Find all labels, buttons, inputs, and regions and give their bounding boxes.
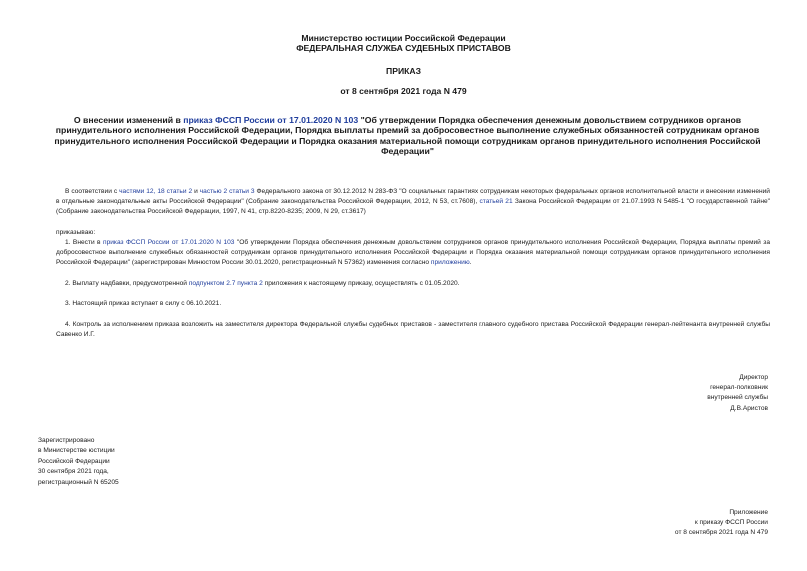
- signature-name: Д.В.Аристов: [730, 404, 768, 412]
- registration-line-5: регистрационный N 65205: [38, 478, 119, 486]
- item1-text-2: "Об утверждении Порядка обеспечения денежным довольствием сотрудников органов принудительного исполнения Российской Федерации, Порядка выплаты премий за добросовестное выполнение служебных обязанностей сотрудникам органов принудительного исполнения Российской Федерации и Порядка оказания материальной помощи сотрудникам органов принудительного исполнения Российской Федерации" (зарегистрирован Минюстом России 30.01.2020, регистрационный N 57362) изменения согласно: [56, 239, 770, 267]
- title-order-link[interactable]: приказ ФССП России от 17.01.2020 N 103: [183, 115, 359, 125]
- item1-order-link[interactable]: приказ ФССП России от 17.01.2020 N 103: [103, 239, 235, 246]
- appendix-block: [675, 508, 768, 539]
- order-word: приказываю:: [56, 229, 96, 236]
- signature-position-3: внутренней службы: [707, 394, 768, 402]
- item-3-paragraph: 3. Настоящий приказ вступает в силу с 06.10.2021.: [65, 300, 222, 307]
- item-2-paragraph: [56, 279, 770, 289]
- item2-text-2: приложения к настоящему приказу, осуществлять с 01.05.2020.: [262, 280, 460, 287]
- registration-block: [38, 436, 119, 488]
- appendix-line-3: от 8 сентября 2021 года N 479: [674, 529, 768, 537]
- preamble-text-2: и: [192, 188, 200, 195]
- signature-block: [707, 373, 768, 414]
- item-1-paragraph: [56, 238, 770, 269]
- preamble-text-1: В соответствии с: [65, 188, 120, 195]
- item1-text-1: 1. Внести в: [65, 239, 103, 246]
- doc-date: от 8 сентября 2021 года N 479: [340, 86, 467, 96]
- registration-line-1: Зарегистрировано: [38, 437, 95, 444]
- document-title: [50, 115, 765, 157]
- preamble-link-article21[interactable]: статьей 21: [479, 198, 513, 206]
- registration-line-4: 30 сентября 2021 года,: [38, 468, 109, 476]
- preamble-link-parts[interactable]: частями 12, 18 статьи 2: [119, 188, 193, 195]
- registration-line-2: в Министерстве юстиции: [38, 447, 115, 455]
- appendix-line-2: к приказу ФССП России: [694, 519, 768, 527]
- item2-subpoint-link[interactable]: подпунктом 2.7 пункта 2: [188, 280, 263, 287]
- preamble-paragraph: [56, 187, 770, 218]
- item1-text-3: .: [469, 259, 472, 267]
- item1-appendix-link[interactable]: приложению: [430, 259, 470, 267]
- item2-text-1: 2. Выплату надбавки, предусмотренной: [65, 280, 189, 287]
- item-4-paragraph: 4. Контроль за исполнением приказа возложить на заместителя директора Федеральной службы судебных приставов - заместителя главного судебного пристава Российской Федерации генерал-лейтенанта внутренней службы Савенко И.Г.: [56, 321, 770, 339]
- signature-position-1: Директор: [739, 374, 768, 381]
- signature-position-2: генерал-полковник: [710, 384, 768, 392]
- ministry-name: Министерство юстиции Российской Федерации: [301, 33, 506, 43]
- appendix-line-1: Приложение: [729, 509, 768, 516]
- preamble-link-part2[interactable]: частью 2 статьи 3: [199, 188, 255, 195]
- doc-type: ПРИКАЗ: [386, 66, 421, 76]
- preamble-text-3: Федерального закона от 30.12.2012 N 283-ФЗ "О социальных гарантиях сотрудникам некоторых федеральных органов исполнительной власти и внесении изменений в отдельные законодательные акты Российской Федерации" (Собрание законодательства Российской Федерации, 2012, N 53, ст.7608),: [56, 188, 770, 206]
- preamble-text-4: Закона Российской Федерации от 21.07.1993 N 5485-1 "О государственной тайне" (Собрание законодательства Российской Федерации, 1997, N 41, стр.8220-8235; 2009, N 29, ст.3617): [56, 198, 770, 216]
- service-name: ФЕДЕРАЛЬНАЯ СЛУЖБА СУДЕБНЫХ ПРИСТАВОВ: [296, 43, 511, 53]
- title-post: "Об утверждении Порядка обеспечения денежным довольствием сотрудников органов принудительного исполнения Российской Федерации, Порядка выплаты премий за добросовестное выполнение служебных обязанностей сотрудникам органов принудительного исполнения Российской Федерации и Порядка оказания материальной помощи сотрудникам органов принудительного исполнения Российской Федерации": [54, 115, 761, 157]
- title-pre: О внесении изменений в: [73, 115, 184, 125]
- registration-line-3: Российской Федерации: [38, 457, 110, 465]
